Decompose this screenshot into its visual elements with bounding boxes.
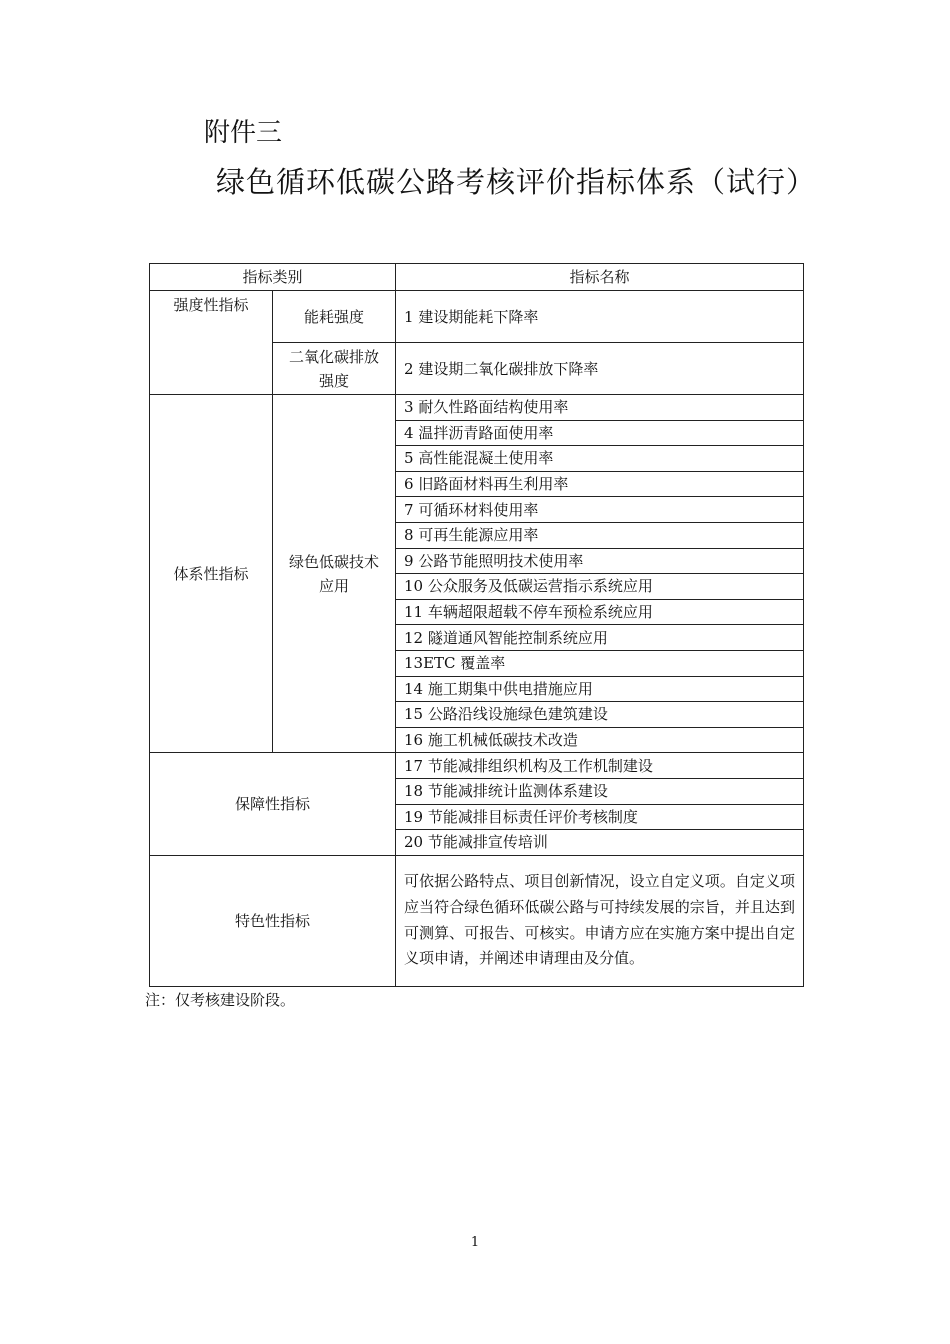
indicator-item: 9 公路节能照明技术使用率 — [396, 548, 804, 574]
indicator-item: 12 隧道通风智能控制系统应用 — [396, 625, 804, 651]
feature-description: 可依据公路特点、项目创新情况，设立自定义项。自定义项应当符合绿色循环低碳公路与可持续发展的宗旨，并且达到可测算、可报告、可核实。申请方应在实施方案中提出自定义项申请，并阐述申请理由及分值。 — [396, 855, 804, 986]
indicator-item: 4 温拌沥青路面使用率 — [396, 420, 804, 446]
subcategory-green-tech: 绿色低碳技术应用 — [273, 395, 396, 753]
page-title: 绿色循环低碳公路考核评价指标体系（试行） — [216, 165, 817, 199]
table-row — [150, 753, 804, 779]
table-row — [150, 291, 804, 343]
indicator-item: 19 节能减排目标责任评价考核制度 — [396, 804, 804, 830]
indicator-item: 6 旧路面材料再生利用率 — [396, 471, 804, 497]
category-feature: 特色性指标 — [150, 855, 396, 986]
subcategory-co2: 二氧化碳排放强度 — [273, 343, 396, 395]
indicator-item: 18 节能减排统计监测体系建设 — [396, 778, 804, 804]
table-header-row — [150, 264, 804, 291]
indicator-item: 10 公众服务及低碳运营指示系统应用 — [396, 574, 804, 600]
indicator-item: 11 车辆超限超载不停车预检系统应用 — [396, 599, 804, 625]
header-category: 指标类别 — [150, 264, 396, 291]
page-number: 1 — [470, 1235, 480, 1250]
indicator-item: 15 公路沿线设施绿色建筑建设 — [396, 702, 804, 728]
indicator-table — [149, 263, 804, 987]
indicator-item: 1 建设期能耗下降率 — [396, 291, 804, 343]
indicator-item: 13ETC 覆盖率 — [396, 650, 804, 676]
indicator-item: 14 施工期集中供电措施应用 — [396, 676, 804, 702]
indicator-item: 7 可循环材料使用率 — [396, 497, 804, 523]
table-row — [150, 395, 804, 421]
attachment-label: 附件三 — [204, 118, 283, 148]
indicator-item: 2 建设期二氧化碳排放下降率 — [396, 343, 804, 395]
category-guarantee: 保障性指标 — [150, 753, 396, 855]
category-intensity: 强度性指标 — [150, 291, 273, 395]
indicator-item: 8 可再生能源应用率 — [396, 522, 804, 548]
category-system: 体系性指标 — [150, 395, 273, 753]
table-row — [150, 855, 804, 986]
indicator-item: 17 节能减排组织机构及工作机制建设 — [396, 753, 804, 779]
indicator-item: 20 节能减排宣传培训 — [396, 830, 804, 856]
indicator-item: 3 耐久性路面结构使用率 — [396, 395, 804, 421]
table-note: 注：仅考核建设阶段。 — [145, 991, 296, 1009]
subcategory-energy: 能耗强度 — [273, 291, 396, 343]
indicator-item: 5 高性能混凝土使用率 — [396, 446, 804, 472]
indicator-item: 16 施工机械低碳技术改造 — [396, 727, 804, 753]
header-name: 指标名称 — [396, 264, 804, 291]
